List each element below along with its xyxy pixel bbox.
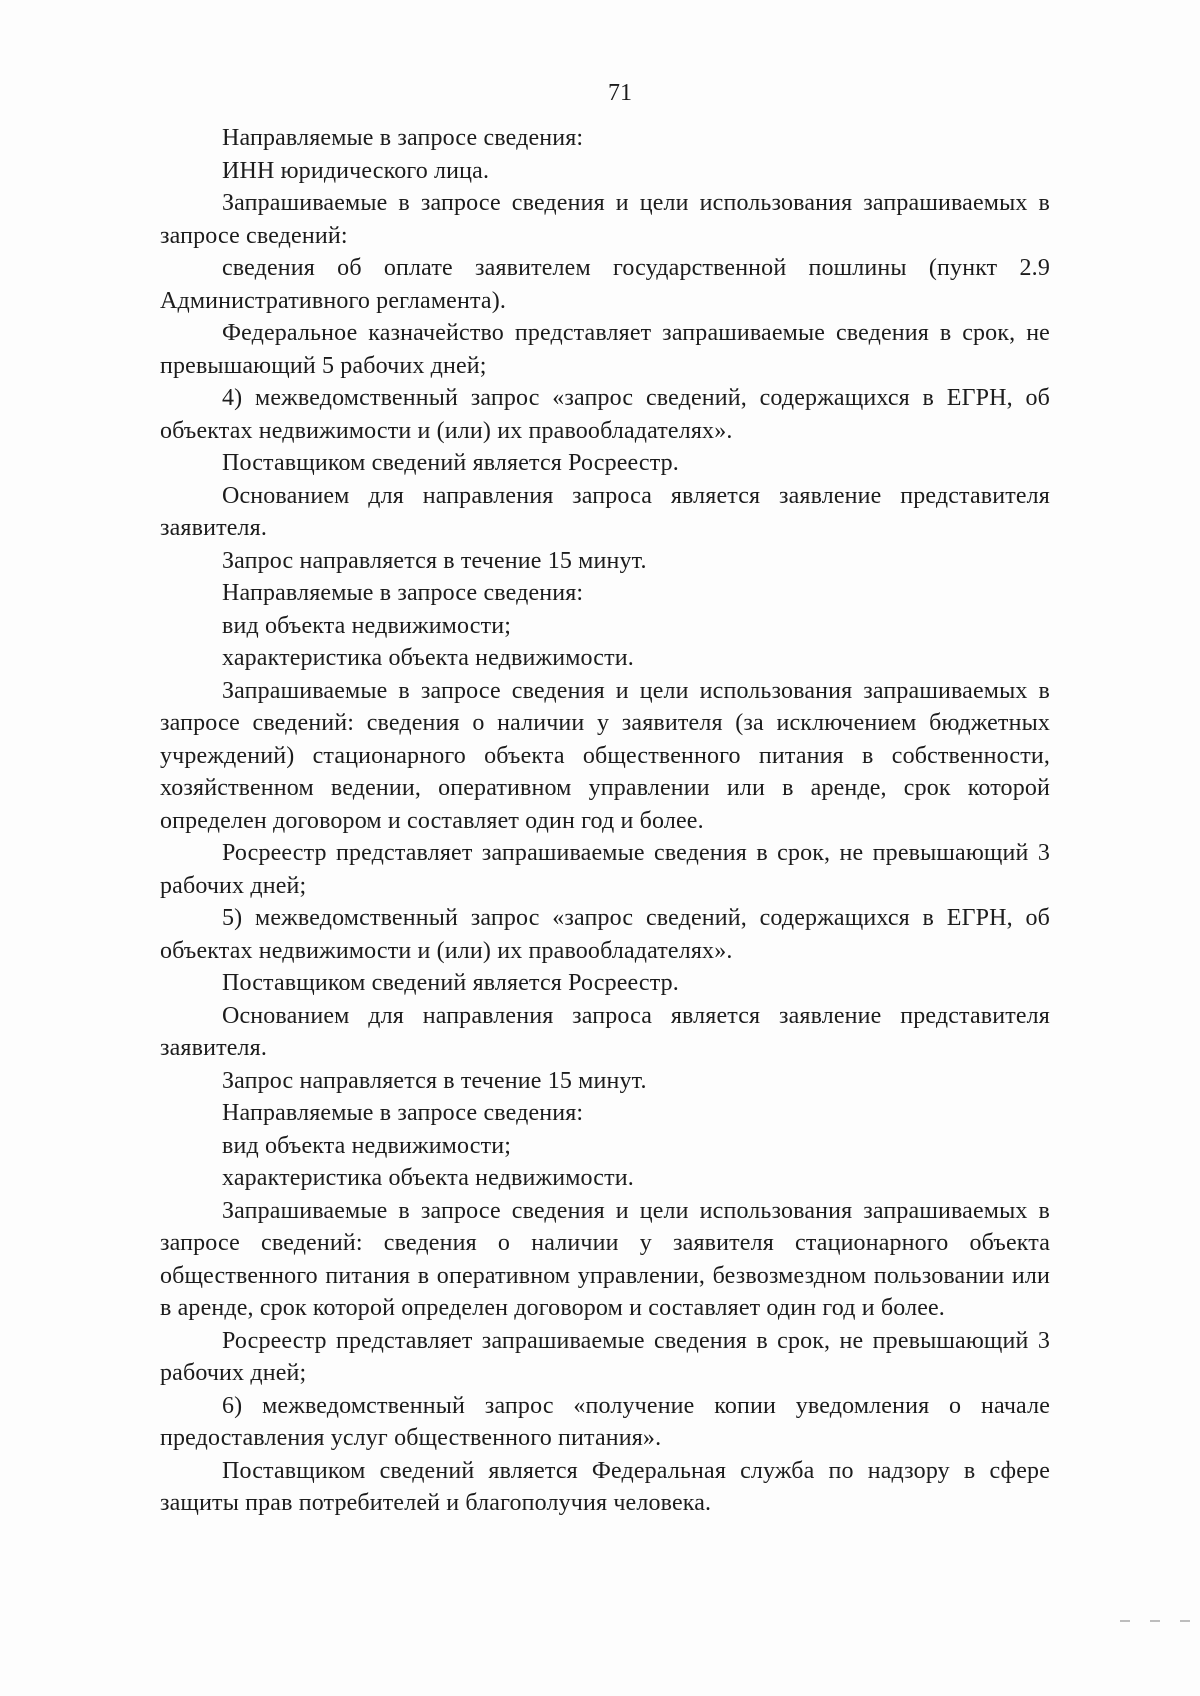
page-number: 71 [608, 80, 632, 106]
paragraph: вид объекта недвижимости; [222, 1132, 512, 1159]
paragraph: сведения об оплате заявителем государственной пошлины (пункт 2.9 Административного регламента). [160, 255, 1050, 314]
paragraph: 4) межведомственный запрос «запрос сведений, содержащихся в ЕГРН, об объектах недвижимости и (или) их правообладателях». [160, 385, 1050, 444]
document-body [160, 122, 1050, 1520]
paragraph: характеристика объекта недвижимости. [222, 1165, 634, 1191]
paragraph: Федеральное казначейство представляет запрашиваемые сведения в срок, не превышающий 5 рабочих дней; [160, 320, 1050, 379]
paragraph: Запрашиваемые в запросе сведения и цели использования запрашиваемых в запросе сведений: сведения о наличии у заявителя стационарного объекта общественного питания в оперативном управлении, безвозмездном пользовании или в аренде, срок которой определен договором и составляет один год и более. [160, 1197, 1050, 1321]
paragraph: Запрашиваемые в запросе сведения и цели использования запрашиваемых в запросе сведений: сведения о наличии у заявителя (за исключением бюджетных учреждений) стационарного объекта общественного питания в собственности, хозяйственном ведении, оперативном управлении или в аренде, срок которой определен договором и составляет один год и более. [160, 677, 1050, 834]
paragraph: Поставщиком сведений является Росреестр. [222, 450, 679, 476]
paragraph: Основанием для направления запроса является заявление представителя заявителя. [160, 1002, 1050, 1061]
scan-mark [1120, 1620, 1130, 1622]
paragraph: Направляемые в запросе сведения: [222, 125, 584, 151]
paragraph: Запрос направляется в течение 15 минут. [222, 1067, 647, 1094]
paragraph: 5) межведомственный запрос «запрос сведений, содержащихся в ЕГРН, об объектах недвижимости и (или) их правообладателях». [160, 905, 1050, 964]
paragraph: Росреестр представляет запрашиваемые сведения в срок, не превышающий 3 рабочих дней; [160, 1327, 1050, 1386]
paragraph: Запрашиваемые в запросе сведения и цели использования запрашиваемых в запросе сведений: [160, 190, 1050, 249]
paragraph: Направляемые в запросе сведения: [222, 580, 584, 606]
paragraph: Поставщиком сведений является Росреестр. [222, 970, 679, 996]
paragraph: ИНН юридического лица. [222, 157, 490, 184]
paragraph: Основанием для направления запроса является заявление представителя заявителя. [160, 482, 1050, 541]
paragraph: 6) межведомственный запрос «получение копии уведомления о начале предоставления услуг общественного питания». [160, 1392, 1050, 1451]
paragraph: характеристика объекта недвижимости. [222, 645, 634, 671]
scan-mark [1150, 1620, 1160, 1622]
paragraph: Направляемые в запросе сведения: [222, 1100, 584, 1126]
scan-mark [1180, 1620, 1190, 1622]
paragraph: Поставщиком сведений является Федеральная служба по надзору в сфере защиты прав потребителей и благополучия человека. [160, 1457, 1050, 1516]
paragraph: Росреестр представляет запрашиваемые сведения в срок, не превышающий 3 рабочих дней; [160, 840, 1050, 899]
paragraph: Запрос направляется в течение 15 минут. [222, 547, 647, 574]
paragraph: вид объекта недвижимости; [222, 612, 512, 639]
